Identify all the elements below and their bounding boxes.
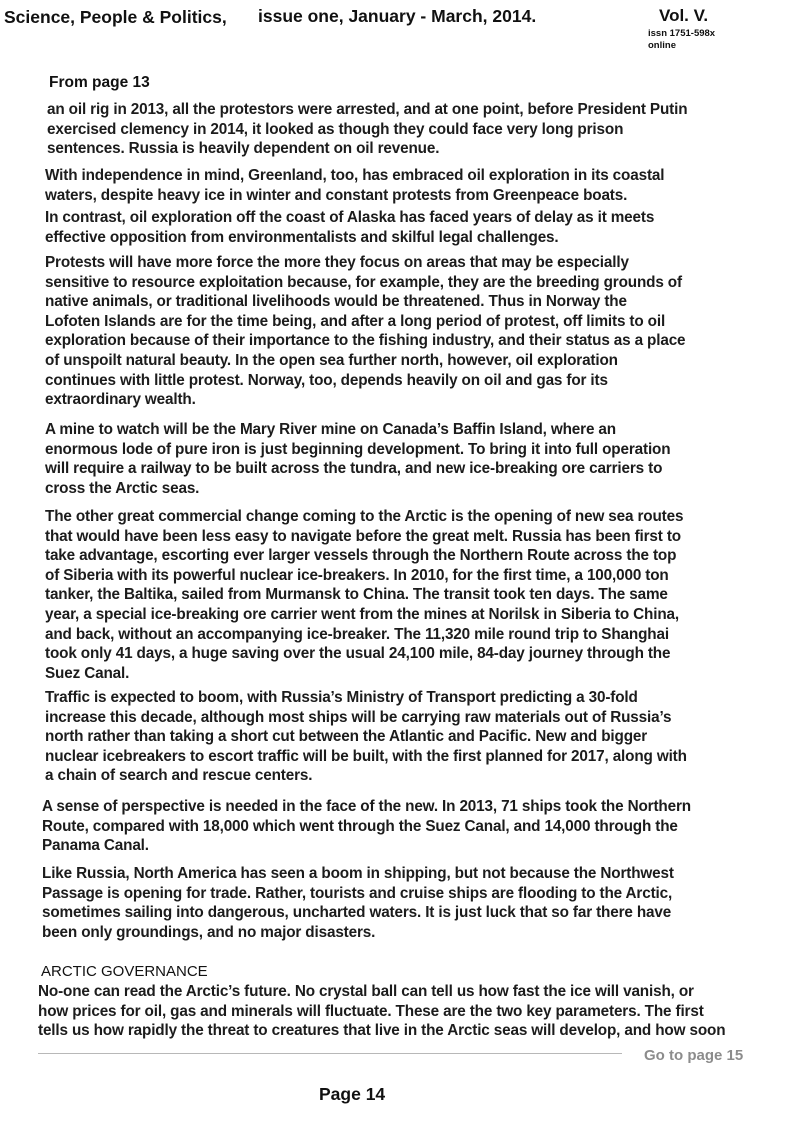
header-issue: issue one, January - March, 2014. [258,6,537,26]
header-issn [648,28,715,52]
page-number: Page 14 [319,1084,386,1104]
section-heading: ARCTIC GOVERNANCE [41,963,208,980]
paragraph: No-one can read the Arctic’s future. No crystal ball can tell us how fast the ice will vanish, or how prices for oil, gas and minerals will fluctuate. These are the two key parameters. The first tells us how rapidly the threat to creatures that live in the Arctic seas will develop, and how soon [38,983,726,1040]
issn-number: issn 1751-598x [648,28,716,39]
paragraph: Like Russia, North America has seen a boom in shipping, but not because the Northwest Passage is opening for trade. Rather, tourists and cruise ships are flooding to the Arctic, sometimes sailing into dangerous, uncharted waters. It is just luck that so far there have been only groundings, and no major disasters. [42,865,674,941]
paragraph: The other great commercial change coming to the Arctic is the opening of new sea routes that would have been less easy to navigate before the great melt. Russia has been first to take advantage, escorting ever larger vessels through the Northern Route across the top of Siberia with its powerful nuclear ice-breakers. In 2010, for the first time, a 100,000 ton tanker, the Baltika, sailed from Murmansk to China. The transit took ten days. The same year, a special ice-breaking ore carrier went from the mines at Norilsk in Siberia to China, and back, without an accompanying ice-breaker. The 11,320 mile round trip to Shanghai took only 41 days, a huge saving over the usual 24,100 mile, 84-day journey through the Suez Canal. [45,508,684,682]
paragraph: With independence in mind, Greenland, too, has embraced oil exploration in its coastal waters, despite heavy ice in winter and constant protests from Greenpeace boats. [45,167,665,204]
header-volume: Vol. V. [659,6,709,25]
footer-divider [38,1053,622,1054]
issn-online: online [648,40,676,51]
paragraph: In contrast, oil exploration off the coast of Alaska has faced years of delay as it meets effective opposition from environmentalists and skilful legal challenges. [45,209,655,246]
paragraph: an oil rig in 2013, all the protestors were arrested, and at one point, before President Putin exercised clemency in 2014, it looked as though they could face very long prison sentences. Russia is heavily dependent on oil revenue. [47,101,688,158]
paragraph: A sense of perspective is needed in the face of the new. In 2013, 71 ships took the Northern Route, compared with 18,000 which went through the Suez Canal, and 14,000 through the Panama Canal. [42,798,691,855]
header-journal-title: Science, People & Politics, [4,7,227,27]
paragraph: A mine to watch will be the Mary River mine on Canada’s Baffin Island, where an enormous lode of pure iron is just beginning development. To bring it into full operation will require a railway to be built across the tundra, and new ice-breaking ore carriers to cross the Arctic seas. [45,421,671,497]
paragraph: Protests will have more force the more they focus on areas that may be especially sensitive to resource exploitation because, for example, they are the breeding grounds of native animals, or traditional livelihoods would be threatened. Thus in Norway the Lofoten Islands are for the time being, and after a long period of protest, off limits to oil exploration because of their importance to the fishing industry, and their status as a place of unspoilt natural beauty. In the open sea further north, however, oil exploration continues with little protest. Norway, too, depends heavily on oil and gas for its extraordinary wealth. [45,254,686,409]
next-page-link[interactable]: Go to page 15 [644,1047,744,1064]
paragraph: Traffic is expected to boom, with Russia’s Ministry of Transport predicting a 30-fold increase this decade, although most ships will be carrying raw materials out of Russia’s north rather than taking a short cut between the Atlantic and Pacific. New and bigger nuclear icebreakers to escort traffic will be built, with the first planned for 2017, along with a chain of search and rescue centers. [45,689,687,785]
from-page-link[interactable]: From page 13 [49,74,150,91]
